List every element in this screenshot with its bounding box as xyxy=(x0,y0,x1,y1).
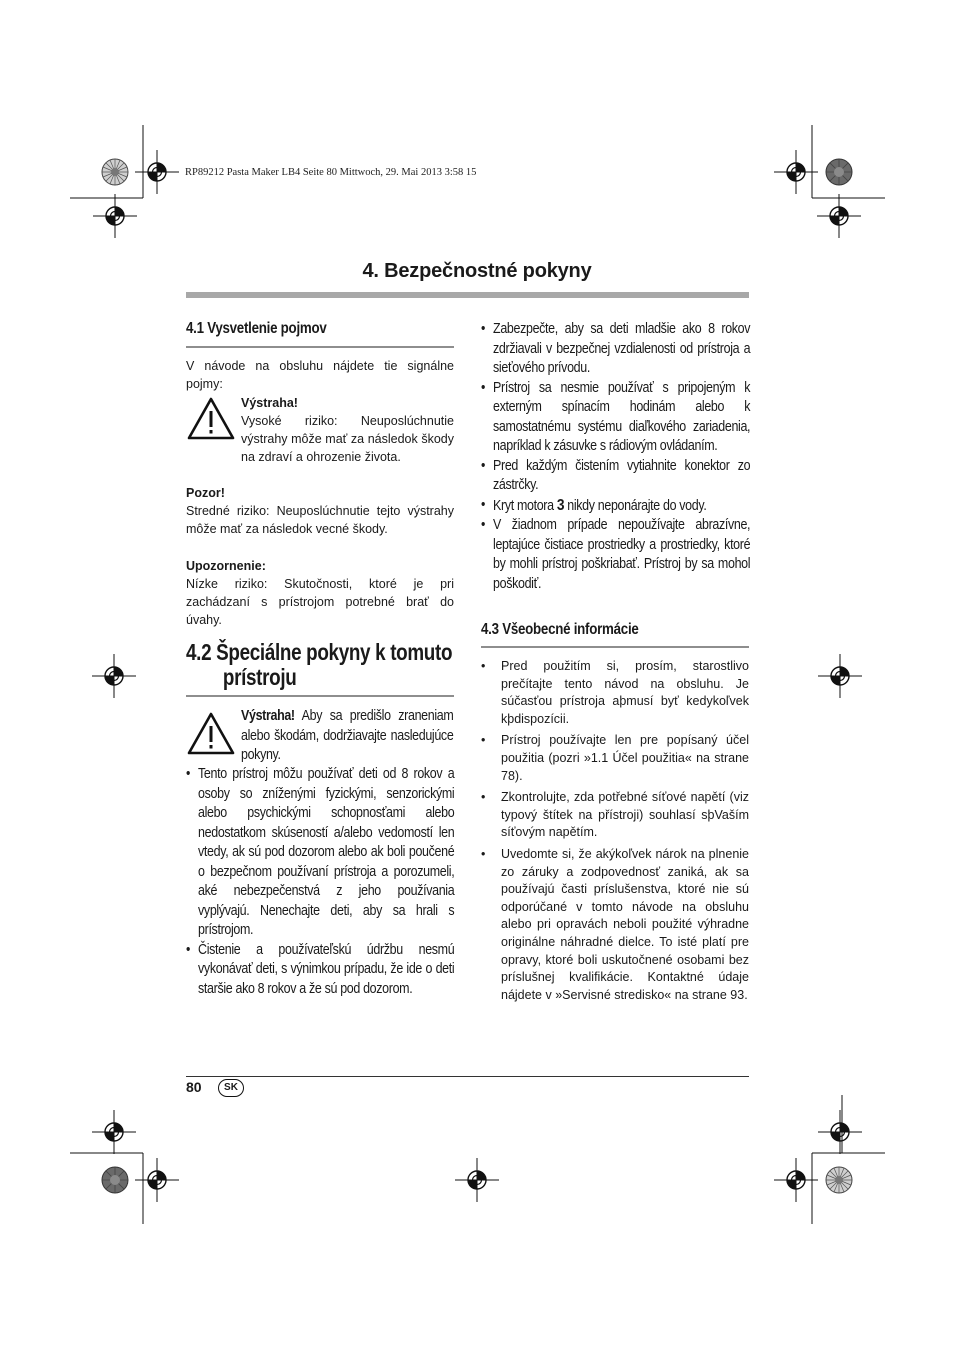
list-item: • Tento prístroj môžu používať deti od 8 rokov a osoby so zníženými fyzickými, senzorickými alebo psychickými schopnosťami alebo nedostatkom skúseností a/alebo vedomostí len vtedy, ak sú pod dozorom alebo ak boli poučené o bezpečnom používaní prístroja a porozumeli, aké nebezpečenstvá z jeho používania vyplývajú. Nenechajte deti, aby sa hrali s prístrojom. xyxy=(186,765,454,941)
list-item: • Prístroj sa nesmie používať s pripojeným k externým spínacím hodinám alebo k samostatnému systému diaľkového zariadenia, napríklad k zásuvke s rádiovým ovládaním. xyxy=(481,379,750,457)
warning-label: Výstraha! xyxy=(241,396,298,410)
s42-warning-label: Výstraha! xyxy=(241,708,295,724)
list-item: • V žiadnom prípade nepoužívajte abrazívne, leptajúce čistiace prostriedky a prostriedky, ktoré by mohli prístroj poškriabať. Prístroj by sa mohol poškodiť. xyxy=(481,516,750,594)
notice-text: Nízke riziko: Skutočnosti, ktoré je pri zachádzaní s prístrojom potrebné brať do úvahy. xyxy=(186,577,454,627)
section-rule xyxy=(186,346,454,348)
section-rule xyxy=(481,646,749,648)
list-item: • Prístroj používajte len pre popísaný účel použitia (pozri »1.1 Účel použitia« na strane 78). xyxy=(481,732,749,785)
s43-bullet-list xyxy=(481,658,749,1008)
list-item: • Pred každým čistením vytiahnite konektor zo zástrčky. xyxy=(481,457,750,496)
list-item: • Pred použitím si, prosím, starostlivo prečítajte tento návod na obsluhu. Je súčasťou prístroja aþmusí byť kedykoľvek kþdispozícii. xyxy=(481,658,749,728)
section-4-1-heading: 4.1 Vysvetlenie pojmov xyxy=(186,320,327,337)
caution-text: Stredné riziko: Neuposlúchnutie tejto výstrahy môže mať za následok vecné škody. xyxy=(186,504,454,536)
page-title: 4. Bezpečnostné pokyny xyxy=(362,260,592,282)
right-bullet-list xyxy=(481,320,750,594)
warning-triangle-icon xyxy=(186,711,236,757)
motor-part-number: 3 xyxy=(556,496,565,514)
title-rule xyxy=(186,292,749,298)
notice-definition xyxy=(186,557,454,629)
caution-label: Pozor! xyxy=(186,486,225,500)
file-info-header: RP89212 Pasta Maker LB4 Seite 80 Mittwoch, 29. Mai 2013 3:58 15 xyxy=(185,167,477,178)
list-item: • Čistenie a používateľskú údržbu nesmú vykonávať deti, s výnimkou prípadu, že ide o deti staršie ako 8 rokov a že sú pod dozorom. xyxy=(186,941,454,1000)
s42-warning xyxy=(241,707,453,766)
section-4-2-heading: 4.2 Špeciálne pokyny k tomuto prístroju xyxy=(186,639,453,690)
section-4-3-heading: 4.3 Všeobecné informácie xyxy=(481,621,639,638)
warning-triangle-icon xyxy=(186,396,236,442)
list-item: • Zkontrolujte, zda potřebné síťové napětí (viz typový štítek na přístroji) souhlasí sþVaším síťovým napětím. xyxy=(481,789,749,842)
section-rule xyxy=(186,695,454,697)
s42-bullet-list xyxy=(186,765,454,999)
s41-intro: V návode na obsluhu nájdete tie signálne pojmy: xyxy=(186,359,454,391)
language-badge: SK xyxy=(218,1079,244,1097)
s42-warning-text: Aby sa predišlo zraneniam alebo škodám, dodržiavajte nasledujúce pokyny. xyxy=(241,708,454,763)
list-item: • Uvedomte si, že akýkoľvek nárok na plnenie zo záruky a zodpovednosť zaniká, ak sa používajú časti príslušenstva, ktoré nie sú odporúčané v tomto návode na obsluhu alebo pri opravách neboli použité výhradne originálne náhradné dielce. To isté platí pre opravy, ktoré boli uskutočnené osobami bez príslušnej kvalifikácie. Kontaktné údaje nájdete v »Servisné stredisko« na strane 93. xyxy=(481,846,749,1004)
notice-label: Upozornenie: xyxy=(186,559,266,573)
page-number: 80 xyxy=(186,1079,202,1095)
footer-rule xyxy=(186,1076,749,1077)
list-item: • Zabezpečte, aby sa deti mladšie ako 8 rokov zdržiavali v bezpečnej vzdialenosti od prístroja a sieťového prívodu. xyxy=(481,320,750,379)
warning-definition xyxy=(241,394,454,466)
warning-text: Vysoké riziko: Neuposlúchnutie výstrahy môže mať za následok škody na zdraví a ohrozenie života. xyxy=(241,414,454,464)
list-item: • Kryt motora 3 nikdy neponárajte do vody. xyxy=(481,496,750,517)
caution-definition xyxy=(186,484,454,538)
